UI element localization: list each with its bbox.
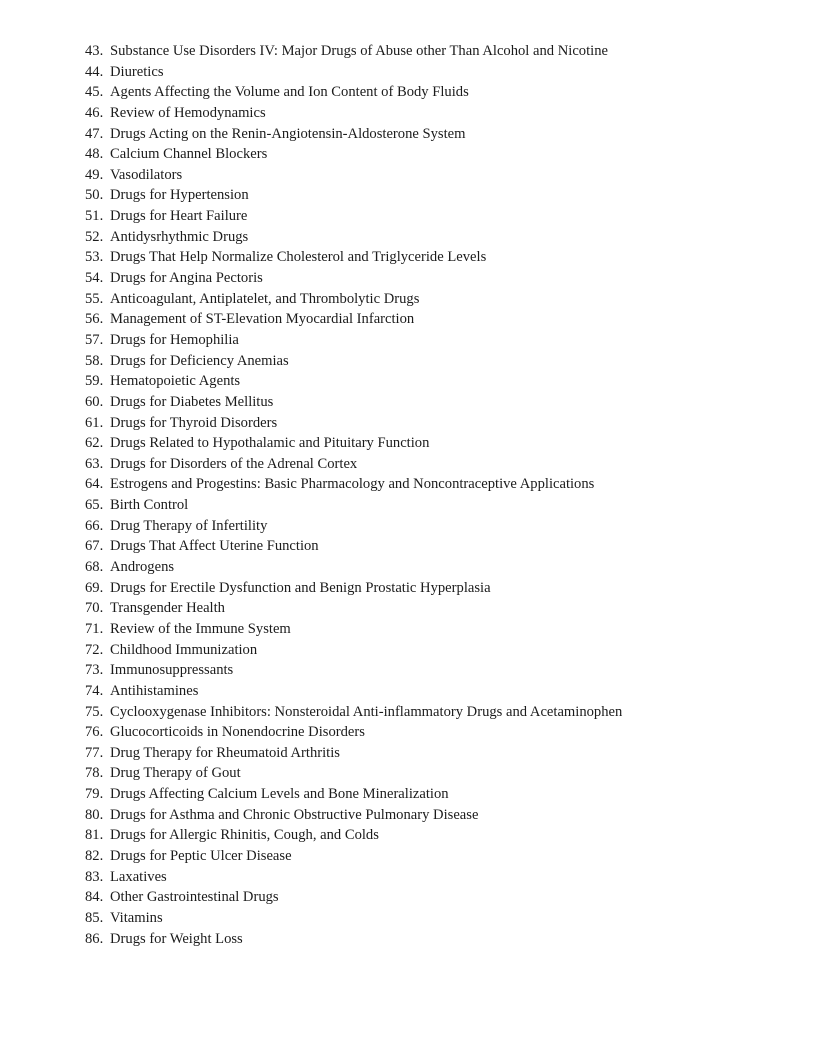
chapter-number: 49. (85, 166, 104, 183)
chapter-number: 74. (85, 682, 104, 699)
chapter-title: Drugs for Disorders of the Adrenal Cortex (110, 455, 358, 472)
chapter-list-item (85, 805, 622, 826)
chapter-list-item (85, 392, 622, 413)
chapter-number: 59. (85, 373, 104, 390)
chapter-title: Drugs for Heart Failure (110, 208, 248, 225)
chapter-title: Drugs for Allergic Rhinitis, Cough, and Colds (110, 827, 379, 844)
chapter-list-item (85, 351, 622, 372)
chapter-title: Review of Hemodynamics (110, 104, 266, 121)
chapter-list-item (85, 371, 622, 392)
chapter-list-item (85, 784, 622, 805)
chapter-list-item (85, 619, 622, 640)
chapter-title: Birth Control (110, 497, 189, 514)
chapter-number: 82. (85, 847, 104, 864)
chapter-list-item (85, 413, 622, 434)
chapter-title: Drugs for Deficiency Anemias (110, 352, 289, 369)
chapter-list-item (85, 103, 622, 124)
chapter-number: 54. (85, 270, 104, 287)
chapter-title: Vasodilators (110, 166, 183, 183)
chapter-number: 61. (85, 414, 104, 431)
chapter-list-item (85, 454, 622, 475)
chapter-title: Immunosuppressants (110, 662, 234, 679)
chapter-list-item (85, 825, 622, 846)
chapter-number: 50. (85, 187, 104, 204)
chapter-list-item (85, 41, 622, 62)
chapter-list-item (85, 268, 622, 289)
chapter-list-item (85, 536, 622, 557)
chapter-list-item (85, 309, 622, 330)
chapter-number: 43. (85, 43, 104, 59)
chapter-title: Estrogens and Progestins: Basic Pharmacology and Noncontraceptive Applications (110, 476, 595, 493)
chapter-number: 57. (85, 331, 104, 348)
chapter-list-item (85, 62, 622, 83)
chapter-title: Androgens (110, 559, 175, 576)
chapter-title: Drugs for Erectile Dysfunction and Benign Prostatic Hyperplasia (110, 579, 491, 596)
chapter-list-item (85, 433, 622, 454)
chapter-list-item (85, 247, 622, 268)
chapter-list-item (85, 227, 622, 248)
chapter-title: Other Gastrointestinal Drugs (110, 889, 279, 906)
chapter-number: 78. (85, 765, 104, 782)
chapter-number: 75. (85, 703, 104, 720)
chapter-title: Drugs for Weight Loss (110, 930, 243, 947)
chapter-list-item (85, 474, 622, 495)
chapter-list-item (85, 557, 622, 578)
chapter-number: 85. (85, 909, 104, 926)
chapter-number: 80. (85, 806, 104, 823)
chapter-number: 65. (85, 497, 104, 514)
chapter-title: Drugs Acting on the Renin-Angiotensin-Aldosterone System (110, 125, 466, 142)
chapter-number: 63. (85, 455, 104, 472)
chapter-title: Transgender Health (110, 600, 225, 617)
chapter-number: 83. (85, 868, 104, 885)
chapter-number: 68. (85, 559, 104, 576)
chapter-title: Management of ST-Elevation Myocardial Infarction (110, 311, 415, 328)
chapter-title: Drugs Related to Hypothalamic and Pituitary Function (110, 435, 430, 452)
chapter-number: 62. (85, 435, 104, 452)
chapter-list-item (85, 82, 622, 103)
chapter-title: Vitamins (110, 909, 163, 926)
chapter-number: 60. (85, 393, 104, 410)
chapter-number: 48. (85, 146, 104, 163)
chapter-list-item (85, 144, 622, 165)
chapter-title: Childhood Immunization (110, 641, 258, 658)
chapter-title: Drugs for Peptic Ulcer Disease (110, 847, 292, 864)
chapter-number: 70. (85, 600, 104, 617)
chapter-number: 84. (85, 889, 104, 906)
chapter-title: Calcium Channel Blockers (110, 146, 268, 163)
chapter-number: 79. (85, 786, 104, 803)
chapter-list (85, 41, 622, 949)
chapter-list-item (85, 516, 622, 537)
chapter-title: Cyclooxygenase Inhibitors: Nonsteroidal Anti-inflammatory Drugs and Acetaminophen (110, 703, 623, 720)
chapter-title: Drugs for Diabetes Mellitus (110, 393, 274, 410)
chapter-title: Drugs for Angina Pectoris (110, 270, 263, 287)
chapter-title: Drug Therapy of Gout (110, 765, 241, 782)
chapter-list-item (85, 495, 622, 516)
chapter-list-item (85, 743, 622, 764)
chapter-list-item (85, 206, 622, 227)
chapter-title: Drug Therapy of Infertility (110, 517, 268, 534)
chapter-list-item (85, 289, 622, 310)
chapter-title: Substance Use Disorders IV: Major Drugs of Abuse other Than Alcohol and Nicotine (110, 43, 608, 59)
chapter-number: 67. (85, 538, 104, 555)
chapter-number: 64. (85, 476, 104, 493)
chapter-title: Drugs That Affect Uterine Function (110, 538, 319, 555)
chapter-number: 71. (85, 620, 104, 637)
chapter-number: 76. (85, 724, 104, 741)
chapter-title: Hematopoietic Agents (110, 373, 241, 390)
chapter-number: 45. (85, 84, 104, 101)
chapter-title: Laxatives (110, 868, 167, 885)
chapter-number: 81. (85, 827, 104, 844)
chapter-title: Antidysrhythmic Drugs (110, 228, 249, 245)
chapter-title: Drugs for Hemophilia (110, 331, 239, 348)
chapter-title: Anticoagulant, Antiplatelet, and Thrombolytic Drugs (110, 290, 420, 307)
chapter-list-item (85, 124, 622, 145)
chapter-number: 55. (85, 290, 104, 307)
chapter-title: Glucocorticoids in Nonendocrine Disorders (110, 724, 365, 741)
chapter-number: 51. (85, 208, 104, 225)
chapter-list-item (85, 887, 622, 908)
chapter-list-item (85, 908, 622, 929)
chapter-title: Review of the Immune System (110, 620, 291, 637)
chapter-list-item (85, 722, 622, 743)
chapter-title: Drug Therapy for Rheumatoid Arthritis (110, 744, 340, 761)
chapter-number: 46. (85, 104, 104, 121)
chapter-title: Drugs for Thyroid Disorders (110, 414, 278, 431)
chapter-list-item (85, 763, 622, 784)
chapter-list-item (85, 660, 622, 681)
chapter-title: Drugs Affecting Calcium Levels and Bone Mineralization (110, 786, 449, 803)
chapter-title: Antihistamines (110, 682, 199, 699)
chapter-list-item (85, 185, 622, 206)
chapter-list-item (85, 867, 622, 888)
chapter-list-item (85, 702, 622, 723)
chapter-number: 58. (85, 352, 104, 369)
chapter-title: Agents Affecting the Volume and Ion Content of Body Fluids (110, 84, 469, 101)
chapter-number: 86. (85, 930, 104, 947)
chapter-title: Drugs for Hypertension (110, 187, 249, 204)
chapter-list-item (85, 929, 622, 950)
chapter-list-item (85, 846, 622, 867)
chapter-number: 72. (85, 641, 104, 658)
chapter-number: 44. (85, 63, 104, 80)
chapter-title: Drugs for Asthma and Chronic Obstructive Pulmonary Disease (110, 806, 479, 823)
chapter-number: 53. (85, 249, 104, 266)
chapter-list-item (85, 681, 622, 702)
chapter-list-item (85, 330, 622, 351)
chapter-number: 73. (85, 662, 104, 679)
chapter-number: 69. (85, 579, 104, 596)
chapter-number: 66. (85, 517, 104, 534)
chapter-number: 56. (85, 311, 104, 328)
chapter-title: Diuretics (110, 63, 164, 80)
chapter-list-item (85, 165, 622, 186)
chapter-number: 52. (85, 228, 104, 245)
chapter-number: 47. (85, 125, 104, 142)
chapter-number: 77. (85, 744, 104, 761)
chapter-list-item (85, 578, 622, 599)
chapter-title: Drugs That Help Normalize Cholesterol and Triglyceride Levels (110, 249, 487, 266)
chapter-list-item (85, 598, 622, 619)
chapter-list-item (85, 640, 622, 661)
